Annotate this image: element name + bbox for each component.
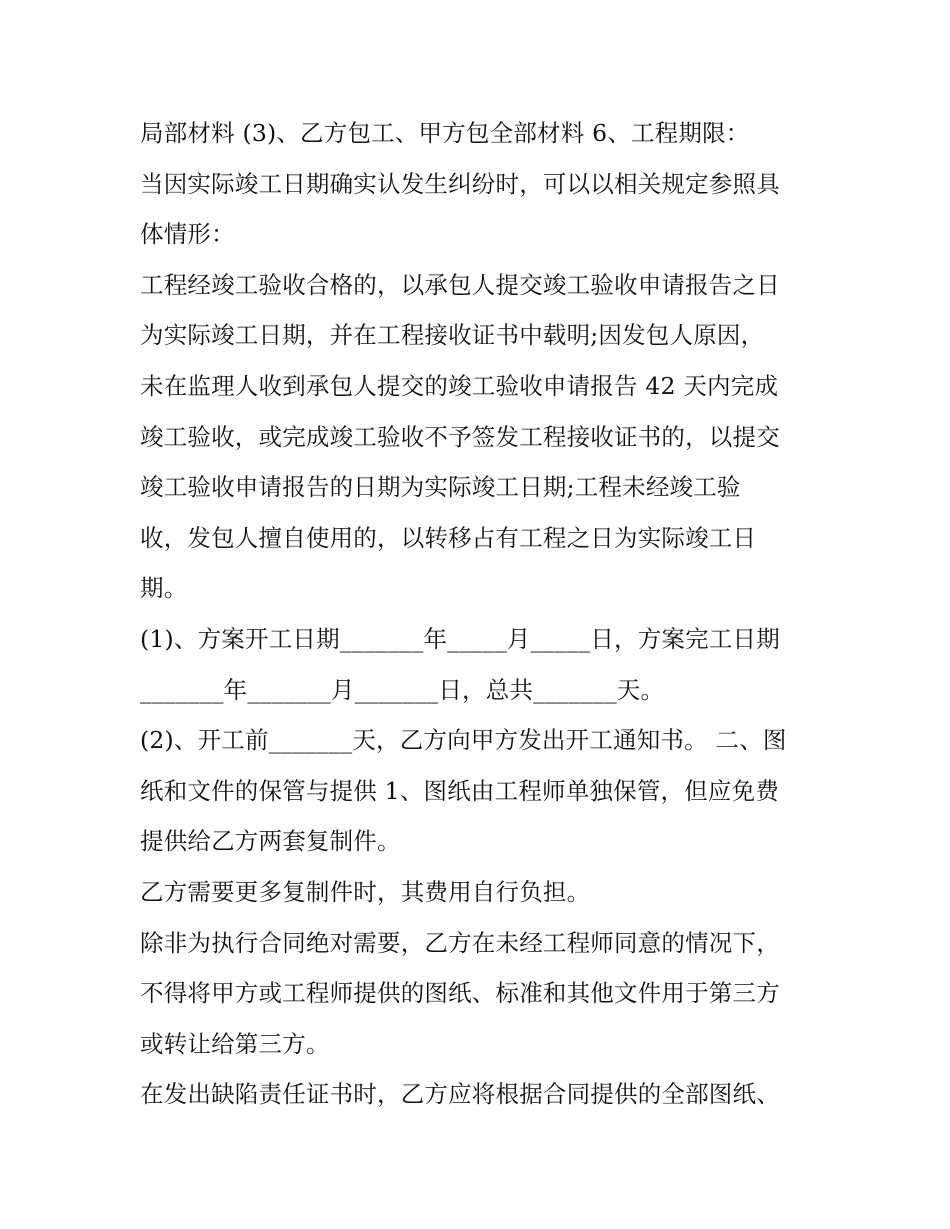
text-line: 工程经竣工验收合格的，以承包人提交竣工验收申请报告之日 — [140, 270, 780, 299]
text-line: 期。 — [140, 574, 188, 603]
text-line: 竣工验收，或完成竣工验收不予签发工程接收证书的，以提交 — [140, 422, 780, 451]
text-line: 体情形： — [140, 220, 235, 249]
text-line: 为实际竣工日期，并在工程接收证书中载明;因发包人原因， — [140, 321, 765, 350]
text-line: (1)、方案开工日期_______年_____月_____日，方案完工日期 — [140, 624, 780, 653]
text-line: (2)、开工前_______天，乙方向甲方发出开工通知书。 二、图 — [140, 726, 787, 755]
text-line: 收，发包人擅自使用的，以转移占有工程之日为实际竣工日 — [140, 523, 757, 552]
text-line: 当因实际竣工日期确实认发生纠纷时，可以以相关规定参照具 — [140, 169, 780, 198]
text-line: _______年_______月_______日，总共_______天。 — [140, 675, 665, 704]
text-line: 在发出缺陷责任证书时，乙方应将根据合同提供的全部图纸、 — [140, 1080, 780, 1109]
text-line: 未在监理人收到承包人提交的竣工验收申请报告 42 天内完成 — [140, 371, 779, 400]
text-line: 纸和文件的保管与提供 1、图纸由工程师单独保管，但应免费 — [140, 776, 780, 805]
text-line: 或转让给第三方。 — [140, 1029, 330, 1058]
text-line: 竣工验收申请报告的日期为实际竣工日期;工程未经竣工验 — [140, 473, 741, 502]
text-line: 除非为执行合同绝对需要，乙方在未经工程师同意的情况下， — [140, 928, 780, 957]
text-line: 提供给乙方两套复制件。 — [140, 827, 401, 856]
text-line: 局部材料 (3)、乙方包工、甲方包全部材料 6、工程期限： — [140, 119, 750, 147]
text-line: 乙方需要更多复制件时，其费用自行负担。 — [140, 877, 591, 906]
text-line: 不得将甲方或工程师提供的图纸、标准和其他文件用于第三方 — [140, 979, 780, 1008]
document-body — [140, 108, 820, 1120]
